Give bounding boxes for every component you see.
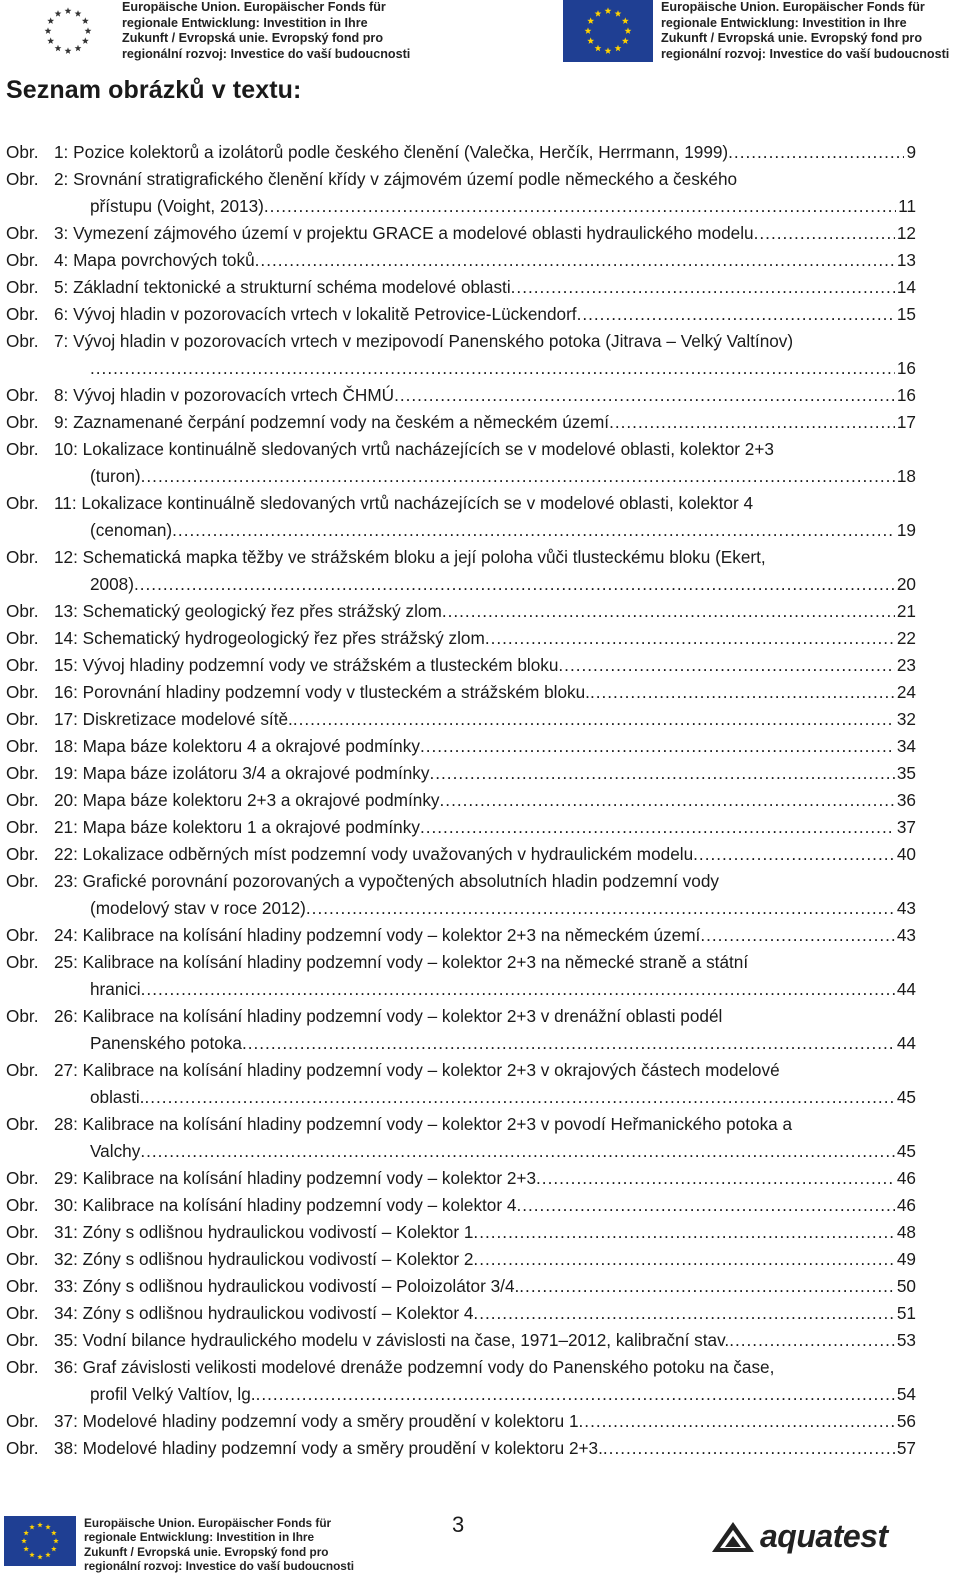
entry-page: 46 <box>896 1168 916 1188</box>
entry-leader <box>754 220 895 247</box>
entry-title: 26: Kalibrace na kolísání hladiny podzemní vody – kolektor 2+3 v drenážní oblasti podél <box>54 1006 723 1026</box>
entry-leader <box>442 598 895 625</box>
entry-prefix: Obr. <box>6 736 39 756</box>
entry-prefix: Obr. <box>6 1060 39 1080</box>
entry-page: 15 <box>896 304 916 324</box>
entry-leader <box>609 409 895 436</box>
entry-page: 43 <box>896 925 916 945</box>
entry-prefix: Obr. <box>6 1303 39 1323</box>
entry-page: 48 <box>896 1222 916 1242</box>
eu-stars-icon <box>22 0 114 62</box>
entry-page: 44 <box>896 1033 916 1053</box>
entry-prefix: Obr. <box>6 655 39 675</box>
entry-title: 2: Srovnání stratigrafického členění křídy v zájmovém území podle německého a českého <box>54 169 738 189</box>
entry-page: 21 <box>896 601 916 621</box>
entry-leader <box>420 733 895 760</box>
aquatest-logo <box>710 1518 888 1555</box>
entry-prefix: Obr. <box>6 925 39 945</box>
entry-prefix: Obr. <box>6 304 39 324</box>
entry-prefix: Obr. <box>6 871 39 891</box>
entry-page: 54 <box>896 1384 916 1404</box>
figure-entry <box>6 490 916 544</box>
entry-leader <box>728 139 904 166</box>
entry-page: 36 <box>896 790 916 810</box>
figure-entry <box>6 787 916 814</box>
entry-prefix: Obr. <box>6 1006 39 1026</box>
entry-prefix: Obr. <box>6 844 39 864</box>
entry-page: 51 <box>896 1303 916 1323</box>
entry-title: 37: Modelové hladiny podzemní vody a směry proudění v kolektoru 1 <box>54 1411 579 1431</box>
figure-entry <box>6 1408 916 1435</box>
entry-prefix: Obr. <box>6 1114 39 1134</box>
entry-prefix: Obr. <box>6 790 39 810</box>
entry-title: 35: Vodní bilance hydraulického modelu v závislosti na čase, 1971–2012, kalibrační stav. <box>54 1330 730 1350</box>
entry-leader <box>394 382 895 409</box>
entry-title: 7: Vývoj hladin v pozorovacích vrtech v mezipovodí Panenského potoka (Jitrava – Velký Valtínov) <box>54 331 794 351</box>
aquatest-wordmark: aquatest <box>760 1518 888 1554</box>
entry-page: 44 <box>896 979 916 999</box>
entry-title: 14: Schematický hydrogeologický řez přes strážský zlom <box>54 628 485 648</box>
eu-logo-line: regionale Entwicklung: Investition in Ihre <box>661 15 907 30</box>
entry-prefix: Obr. <box>6 250 39 270</box>
entry-page: 11 <box>898 196 916 216</box>
entry-page: 57 <box>896 1438 916 1458</box>
entry-leader <box>429 760 894 787</box>
entry-leader <box>264 193 896 220</box>
entry-prefix: Obr. <box>6 1411 39 1431</box>
figure-entry <box>6 625 916 652</box>
entry-title: 23: Grafické porovnání pozorovaných a vypočtených absolutních hladin podzemní vody <box>54 871 719 891</box>
entry-leader <box>140 1138 895 1165</box>
entry-prefix: Obr. <box>6 1330 39 1350</box>
entry-prefix: Obr. <box>6 1438 39 1458</box>
entry-leader <box>144 1084 894 1111</box>
entry-title: 27: Kalibrace na kolísání hladiny podzemní vody – kolektor 2+3 v okrajových částech modelové <box>54 1060 780 1080</box>
entry-page: 56 <box>896 1411 916 1431</box>
eu-logo-text <box>122 0 410 62</box>
entry-leader <box>141 463 895 490</box>
figure-entry <box>6 328 916 382</box>
figure-entry <box>6 706 916 733</box>
entry-title: 15: Vývoj hladiny podzemní vody ve strážském a tlusteckém bloku <box>54 655 559 675</box>
figure-entry <box>6 220 916 247</box>
entry-title-continued: 2008) <box>90 574 134 594</box>
entry-page: 53 <box>896 1330 916 1350</box>
entry-title: 11: Lokalizace kontinuálně sledovaných vrtů nacházejících se v modelové oblasti, kolektor 4 <box>54 493 754 513</box>
entry-title: 4: Mapa povrchových toků <box>54 250 255 270</box>
entry-page: 12 <box>896 223 916 243</box>
entry-page: 46 <box>896 1195 916 1215</box>
entry-page: 23 <box>896 655 916 675</box>
figure-entry <box>6 544 916 598</box>
entry-page: 17 <box>896 412 916 432</box>
entry-leader <box>516 1192 894 1219</box>
eu-logo-line: Europäische Union. Europäischer Fonds für <box>84 1516 332 1530</box>
figure-entry <box>6 1300 916 1327</box>
entry-leader <box>558 652 894 679</box>
entry-title-continued: (cenoman) <box>90 520 173 540</box>
eu-logo-line: Zukunft / Evropská unie. Evropský fond pro <box>661 31 923 45</box>
eu-logo-line: Zukunft / Evropská unie. Evropský fond pro <box>122 31 384 45</box>
entry-title: 5: Základní tektonické a strukturní schéma modelové oblasti <box>54 277 511 297</box>
figure-entry <box>6 1165 916 1192</box>
entry-prefix: Obr. <box>6 1357 39 1377</box>
entry-page: 32 <box>896 709 916 729</box>
entry-title: 12: Schematická mapka těžby ve strážském bloku a její poloha vůči tlusteckému bloku (Ekert, <box>54 547 766 567</box>
entry-prefix: Obr. <box>6 277 39 297</box>
entry-page: 49 <box>896 1249 916 1269</box>
entry-title: 31: Zóny s odlišnou hydraulickou vodivostí – Kolektor 1 <box>54 1222 474 1242</box>
entry-prefix: Obr. <box>6 682 39 702</box>
entry-page: 16 <box>896 385 916 405</box>
eu-stars-icon <box>4 1516 76 1566</box>
figure-entry <box>6 1327 916 1354</box>
entry-page: 50 <box>896 1276 916 1296</box>
entry-prefix: Obr. <box>6 1222 39 1242</box>
entry-prefix: Obr. <box>6 817 39 837</box>
entry-title: 3: Vymezení zájmového území v projektu GRACE a modelové oblasti hydraulického modelu <box>54 223 754 243</box>
figure-entry <box>6 166 916 220</box>
eu-stars-icon <box>563 0 653 62</box>
aquatest-mark-icon <box>710 1520 756 1554</box>
entry-leader <box>256 1381 895 1408</box>
entry-title: 36: Graf závislosti velikosti modelové drenáže podzemní vody do Panenského potoku na čase, <box>54 1357 775 1377</box>
figure-entry <box>6 652 916 679</box>
entry-title: 19: Mapa báze izolátoru 3/4 a okrajové podmínky <box>54 763 430 783</box>
figure-entry <box>6 868 916 922</box>
entry-leader <box>172 517 895 544</box>
figure-entry <box>6 1273 916 1300</box>
figure-entry <box>6 841 916 868</box>
entry-leader <box>440 787 895 814</box>
entry-page: 13 <box>896 250 916 270</box>
entry-prefix: Obr. <box>6 412 39 432</box>
entry-page: 45 <box>896 1087 916 1107</box>
eu-logo-text <box>84 1516 354 1574</box>
entry-prefix: Obr. <box>6 709 39 729</box>
entry-title: 22: Lokalizace odběrných míst podzemní vody uvažovaných v hydraulickém modelu <box>54 844 694 864</box>
eu-flag-icon <box>22 0 114 62</box>
eu-logo-text <box>661 0 949 62</box>
entry-page: 40 <box>896 844 916 864</box>
figure-entry <box>6 1057 916 1111</box>
entry-page: 19 <box>896 520 916 540</box>
eu-flag-icon <box>563 0 653 62</box>
entry-title: 29: Kalibrace na kolísání hladiny podzemní vody – kolektor 2+3 <box>54 1168 537 1188</box>
eu-logo-line: regionale Entwicklung: Investition in Ihre <box>122 15 368 30</box>
eu-logo-right <box>563 0 949 62</box>
eu-logo-line: regionale Entwicklung: Investition in Ihre <box>84 1530 315 1545</box>
figure-entry <box>6 301 916 328</box>
eu-logo-left <box>22 0 410 62</box>
figure-entry <box>6 274 916 301</box>
entry-page: 35 <box>896 763 916 783</box>
entry-leader <box>90 355 895 382</box>
entry-title: 6: Vývoj hladin v pozorovacích vrtech v lokalitě Petrovice-Lückendorf <box>54 304 577 324</box>
entry-leader <box>242 1030 895 1057</box>
entry-title: 16: Porovnání hladiny podzemní vody v tlusteckém a strážském bloku. <box>54 682 590 702</box>
figure-entry <box>6 1219 916 1246</box>
figure-entry <box>6 382 916 409</box>
entry-title: 21: Mapa báze kolektoru 1 a okrajové podmínky <box>54 817 420 837</box>
entry-page: 18 <box>896 466 916 486</box>
figure-list <box>6 139 916 1462</box>
figure-entry <box>6 598 916 625</box>
entry-page: 20 <box>896 574 916 594</box>
entry-leader <box>519 1273 895 1300</box>
figure-entry <box>6 1192 916 1219</box>
entry-leader <box>700 922 895 949</box>
entry-prefix: Obr. <box>6 385 39 405</box>
entry-title: 34: Zóny s odlišnou hydraulickou vodivostí – Kolektor 4 <box>54 1303 474 1323</box>
entry-prefix: Obr. <box>6 439 39 459</box>
entry-leader <box>577 301 895 328</box>
entry-title-continued: (turon) <box>90 466 141 486</box>
figure-entry <box>6 922 916 949</box>
entry-title: 33: Zóny s odlišnou hydraulickou vodivostí – Poloizolátor 3/4. <box>54 1276 520 1296</box>
entry-title: 13: Schematický geologický řez přes strážský zlom <box>54 601 442 621</box>
entry-leader <box>729 1327 895 1354</box>
entry-prefix: Obr. <box>6 547 39 567</box>
entry-prefix: Obr. <box>6 628 39 648</box>
entry-title: 32: Zóny s odlišnou hydraulickou vodivostí – Kolektor 2 <box>54 1249 474 1269</box>
entry-title: 28: Kalibrace na kolísání hladiny podzemní vody – kolektor 2+3 v povodí Heřmanického potoka a <box>54 1114 793 1134</box>
figure-entry <box>6 814 916 841</box>
eu-logo-line: Zukunft / Evropská unie. Evropský fond pro <box>84 1544 329 1559</box>
entry-page: 14 <box>896 277 916 297</box>
figure-entry <box>6 1246 916 1273</box>
entry-title-continued: hranici <box>90 979 141 999</box>
entry-prefix: Obr. <box>6 601 39 621</box>
eu-flag-icon <box>4 1516 76 1566</box>
entry-page: 43 <box>896 898 916 918</box>
entry-prefix: Obr. <box>6 223 39 243</box>
entry-page: 24 <box>896 682 916 702</box>
entry-title: 9: Zaznamenané čerpání podzemní vody na českém a německém území <box>54 412 610 432</box>
eu-logo-line: regionální rozvoj: Investice do vaší budoucnosti <box>122 46 411 61</box>
entry-prefix: Obr. <box>6 1168 39 1188</box>
entry-leader <box>485 625 895 652</box>
entry-leader <box>693 841 895 868</box>
entry-page: 34 <box>896 736 916 756</box>
figure-entry <box>6 733 916 760</box>
entry-leader <box>603 1435 895 1462</box>
figure-entry <box>6 760 916 787</box>
entry-title: 1: Pozice kolektorů a izolátorů podle českého členění (Valečka, Herčík, Herrmann, 1999) <box>54 142 729 162</box>
entry-title: 24: Kalibrace na kolísání hladiny podzemní vody – kolektor 2+3 na německém území <box>54 925 701 945</box>
entry-prefix: Obr. <box>6 493 39 513</box>
entry-leader <box>141 976 895 1003</box>
entry-page: 16 <box>896 358 916 378</box>
entry-title: 30: Kalibrace na kolísání hladiny podzemní vody – kolektor 4 <box>54 1195 517 1215</box>
eu-logo-line: Europäische Union. Europäischer Fonds für <box>661 0 925 14</box>
entry-prefix: Obr. <box>6 1195 39 1215</box>
figure-entry <box>6 436 916 490</box>
entry-leader <box>255 247 895 274</box>
entry-title: 38: Modelové hladiny podzemní vody a směry proudění v kolektoru 2+3. <box>54 1438 603 1458</box>
entry-prefix: Obr. <box>6 169 39 189</box>
figure-entry <box>6 247 916 274</box>
page-number: 3 <box>452 1512 465 1537</box>
entry-title-continued: přístupu (Voight, 2013) <box>90 196 264 216</box>
entry-prefix: Obr. <box>6 1276 39 1296</box>
entry-title-continued: oblasti. <box>90 1087 145 1107</box>
entry-title-continued: Valchy <box>90 1141 141 1161</box>
entry-leader <box>420 814 895 841</box>
eu-logo-line: Europäische Union. Europäischer Fonds für <box>122 0 386 14</box>
entry-prefix: Obr. <box>6 142 39 162</box>
figure-entry <box>6 949 916 1003</box>
figure-entry <box>6 1111 916 1165</box>
eu-logo-footer <box>4 1516 354 1574</box>
entry-leader <box>473 1219 894 1246</box>
figure-entry <box>6 139 916 166</box>
entry-leader <box>473 1246 894 1273</box>
page-title: Seznam obrázků v textu: <box>6 76 302 104</box>
entry-leader <box>293 706 895 733</box>
entry-leader <box>579 1408 895 1435</box>
entry-title: 18: Mapa báze kolektoru 4 a okrajové podmínky <box>54 736 420 756</box>
figure-entry <box>6 1003 916 1057</box>
page-header <box>0 0 960 68</box>
entry-leader <box>590 679 895 706</box>
entry-title: 8: Vývoj hladin v pozorovacích vrtech ČHMÚ <box>54 385 395 405</box>
entry-leader <box>473 1300 894 1327</box>
entry-title: 20: Mapa báze kolektoru 2+3 a okrajové podmínky <box>54 790 440 810</box>
entry-title-continued: Panenského potoka <box>90 1033 242 1053</box>
eu-logo-line: regionální rozvoj: Investice do vaší budoucnosti <box>661 46 950 61</box>
entry-prefix: Obr. <box>6 1249 39 1269</box>
entry-page: 22 <box>896 628 916 648</box>
entry-leader <box>306 895 895 922</box>
entry-leader <box>511 274 895 301</box>
entry-prefix: Obr. <box>6 331 39 351</box>
figure-entry <box>6 1354 916 1408</box>
entry-title-continued: (modelový stav v roce 2012) <box>90 898 306 918</box>
entry-page: 37 <box>896 817 916 837</box>
entry-title-continued: profil Velký Valtíov, lg. <box>90 1384 256 1404</box>
eu-logo-line: regionální rozvoj: Investice do vaší budoucnosti <box>84 1559 355 1574</box>
entry-page: 9 <box>906 142 916 162</box>
entry-prefix: Obr. <box>6 952 39 972</box>
entry-page: 45 <box>896 1141 916 1161</box>
entry-prefix: Obr. <box>6 763 39 783</box>
figure-entry <box>6 679 916 706</box>
entry-leader <box>134 571 895 598</box>
entry-title: 25: Kalibrace na kolísání hladiny podzemní vody – kolektor 2+3 na německé straně a státní <box>54 952 749 972</box>
entry-title: 10: Lokalizace kontinuálně sledovaných vrtů nacházejících se v modelové oblasti, kolektor 2+3 <box>54 439 774 459</box>
entry-leader <box>536 1165 895 1192</box>
figure-entry <box>6 1435 916 1462</box>
entry-title: 17: Diskretizace modelové sítě. <box>54 709 293 729</box>
figure-entry <box>6 409 916 436</box>
